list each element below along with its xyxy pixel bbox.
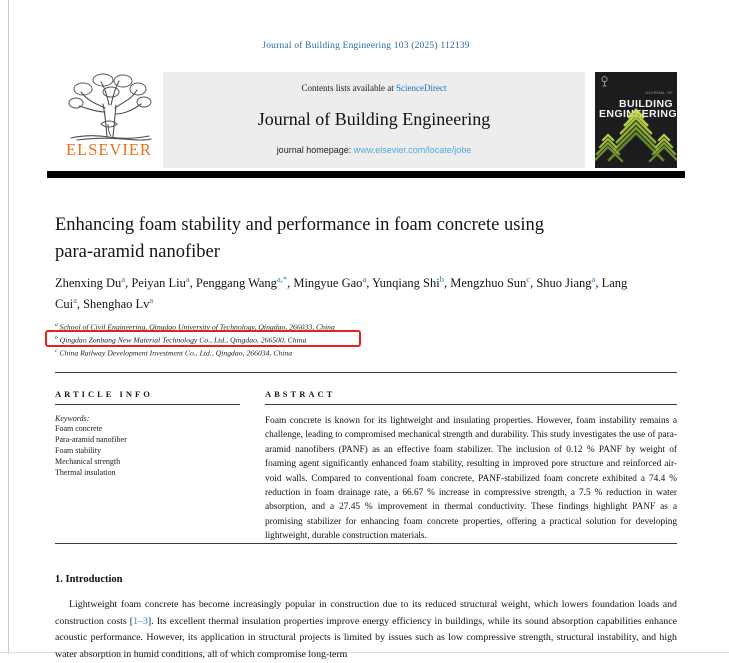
cover-trees-icon (595, 108, 677, 166)
abstract-text: Foam concrete is known for its lightweight and insulating properties. However, foam instability remains a challenge, leading to compromised mechanical strength and durability. This study investigates the use of para-aramid nanofibers (PANF) as an effective foam stabilizer. The inclusion of 0.12 % PANF by weight of foaming agent significantly enhanced foam stability, resulting in improved pore structure and reinforced air-void walls. Compared to conventional foam concrete, PANF-stabilized foam concrete exhibited a 74.4 % reduction in foam drainage rate, a 66.67 % increase in compressive strength, a 7.5 % reduction in water absorption, and a 27.45 % improvement in thermal conductivity. These findings highlight PANF as a promising stabilizer for enhancing foam concrete properties, offering a practical solution for developing lightweight, durable construction materials. (265, 416, 677, 542)
homepage-url-link[interactable]: www.elsevier.com/locate/jobe (353, 145, 472, 155)
intro-text-before: Lightweight foam concrete has become increasingly popular in construction due to its reduced structural weight, which lowers foundation loads and construction costs [ (55, 599, 677, 627)
keyword-item: Para-aramid nanofiber (55, 435, 127, 444)
author: Yunqiang Shi$^b$, (372, 274, 451, 291)
cover-journal-of: JOURNAL OF (644, 90, 673, 95)
author-affil-sup: a (149, 295, 154, 306)
divider-rule (55, 372, 677, 373)
author-affil-sup: c (526, 274, 531, 284)
author-affil-sup: a (362, 274, 367, 284)
elsevier-logo (55, 72, 163, 168)
author-affil-sup: a,* (276, 274, 288, 284)
elsevier-tree-icon (61, 72, 157, 142)
article-info-column (55, 389, 240, 478)
author-affil-sup: b (439, 274, 444, 284)
article-info-heading: ARTICLE INFO (55, 389, 153, 399)
abstract-rule (265, 404, 677, 405)
article-title-line1: Enhancing foam stability and performance in foam concrete using (55, 215, 545, 235)
author-affil-sup: a (121, 274, 126, 284)
article-info-rule (55, 404, 240, 405)
keywords-label: Keywords: (55, 414, 90, 423)
journal-cover-thumbnail (595, 72, 677, 168)
author-affil-sup: a (73, 295, 77, 306)
affiliation-b: $^b$ Qingdao Zonbang New Material Technology Co., Ltd., Qingdao, 266500, China (55, 333, 677, 346)
author: Lang Cui$^a$, (55, 276, 628, 312)
keyword-item: Mechanical strength (55, 457, 121, 466)
author: Zhenxing Du$^a$, (55, 274, 132, 291)
introduction-paragraph (55, 597, 677, 663)
author: Peiyan Liu$^a$, (131, 274, 196, 291)
abstract-heading: ABSTRACT (265, 389, 336, 399)
homepage-prefix: journal homepage: (276, 145, 354, 155)
divider-rule (55, 543, 677, 544)
author: Shenghao Lv$^a$ (83, 295, 154, 312)
journal-citation-link[interactable]: Journal of Building Engineering 103 (2025) 112139 (262, 41, 470, 51)
affiliation-a: $^a$ School of Civil Engineering, Qingdao University of Technology, Qingdao, 266033, China (55, 322, 335, 332)
journal-banner-box (163, 72, 585, 168)
abstract-column (265, 389, 677, 544)
article-title (55, 212, 635, 266)
article-title-line2: para-aramid nanofiber (55, 242, 220, 262)
keyword-item: Thermal insulation (55, 468, 116, 477)
elsevier-wordmark: ELSEVIER (66, 140, 152, 159)
keyword-item: Foam stability (55, 446, 101, 455)
intro-text-after: ]. Its excellent thermal insulation properties improve energy efficiency in buildings, while its sound absorption capabilities enhance acoustic performance. However, its application in structural projects is limited by issues such as low compressive strength, structural instability, and high water absorption in humid conditions, all of which compromise long-term (55, 615, 678, 660)
affiliation-list (55, 320, 677, 359)
affiliation-c: $^c$ China Railway Development Investment Co., Ltd., Qingdao, 266034, China (55, 348, 293, 358)
journal-header-banner (55, 72, 677, 168)
header-divider-bar (47, 171, 685, 178)
journal-title: Journal of Building Engineering (257, 108, 491, 129)
homepage-line (163, 145, 585, 155)
contents-line (163, 83, 585, 93)
keyword-item: Foam concrete (55, 424, 103, 433)
author: Shuo Jiang$^a$, (536, 274, 602, 291)
author-affil-sup: a (591, 274, 596, 284)
author: Mengzhuo Sun$^c$, (450, 274, 537, 291)
reference-citation-link[interactable]: 1–3 (133, 615, 148, 627)
sciencedirect-link[interactable]: ScienceDirect (396, 83, 447, 93)
cover-title-line2: ENGINEERING (599, 108, 677, 120)
author-affil-sup: a (185, 274, 190, 284)
author: Penggang Wang$^{a,*}$, (195, 274, 294, 291)
author-list (55, 271, 630, 313)
cover-title-line1: BUILDING (619, 98, 673, 110)
author: Mingyue Gao$^a$, (293, 274, 373, 291)
contents-prefix: Contents lists available at (301, 83, 396, 93)
page-edge-left (8, 0, 9, 654)
cover-elsevier-mark-icon (600, 76, 609, 87)
introduction-heading: 1. Introduction (55, 574, 123, 585)
